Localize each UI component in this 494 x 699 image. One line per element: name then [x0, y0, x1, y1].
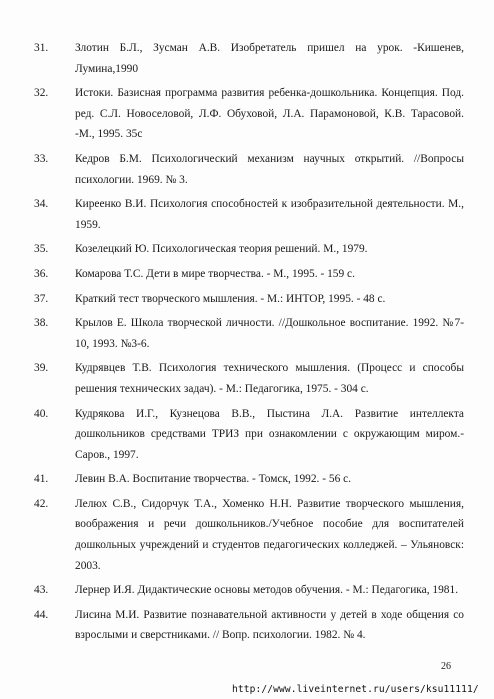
reference-item [34, 239, 464, 260]
reference-text: Комарова Т.С. Дети в мире творчества. - М., 1995. - 159 с. [75, 267, 355, 280]
reference-item [34, 404, 464, 466]
reference-number: 36. [34, 267, 49, 280]
reference-list [34, 38, 464, 650]
reference-text: Лисина М.И. Развитие познавательной активности у детей в ходе общения со взрослыми и сверстниками. // Вопр. психологии. 1982. № 4. [75, 608, 464, 642]
reference-text: Лелюх С.В., Сидорчук Т.А., Хоменко Н.Н. Развитие творческого мышления, воображения и речи дошкольников./Учебное пособие для воспитателей дошкольных учреждений и студентов педагогических колледжей. – Ульяновск: 2003. [75, 497, 464, 572]
source-watermark: http://www.liveinternet.ru/users/ksu11111/ [232, 684, 479, 695]
reference-item [34, 38, 464, 79]
reference-number: 35. [34, 243, 49, 256]
reference-text: Киреенко В.И. Психология способностей к изобразительной деятельности. М., 1959. [75, 198, 464, 231]
reference-text: Крылов Е. Школа творческой личности. //Дошкольное воспитание. 1992. №7-10, 1993. №3-6. [75, 317, 464, 350]
reference-number: 42. [34, 497, 49, 510]
page-number: 26 [441, 661, 451, 672]
reference-number: 43. [34, 584, 49, 597]
reference-text: Кедров Б.М. Психологический механизм научных открытий. //Вопросы психологии. 1969. № 3. [75, 152, 464, 186]
reference-item [34, 580, 464, 601]
reference-item [34, 264, 464, 285]
reference-text: Злотин Б.Л., Зусман А.В. Изобретатель пришел на урок. -Кишенев, Лумина,1990 [75, 42, 464, 75]
reference-item [34, 605, 464, 646]
reference-text: Левин В.А. Воспитание творчества. - Томск, 1992. - 56 с. [75, 473, 352, 486]
reference-text: Кудрякова И.Г., Кузнецова В.В., Пыстина Л.А. Развитие интеллекта дошкольников средствами ТРИЗ при ознакомлении с окружающим миром.- Саров., 1997. [75, 407, 464, 461]
reference-text: Лернер И.Я. Дидактические основы методов обучения. - М.: Педагогика, 1981. [75, 584, 459, 597]
reference-number: 34. [34, 198, 49, 211]
reference-item [34, 313, 464, 354]
reference-text: Краткий тест творческого мышления. - М.: ИНТОР, 1995. - 48 с. [75, 292, 386, 305]
reference-number: 31. [34, 42, 49, 54]
reference-number: 32. [34, 87, 49, 100]
reference-text: Истоки. Базисная программа развития ребенка-дошкольника. Концепция. Под. ред. С.Л. Новоселовой, Л.Ф. Обуховой, Л.А. Парамоновой, К.В. Тарасовой. -М., 1995. 35с [75, 87, 464, 141]
reference-number: 38. [34, 317, 49, 330]
reference-item [34, 469, 464, 490]
reference-number: 44. [34, 608, 49, 621]
reference-item [34, 83, 464, 145]
reference-item [34, 149, 464, 190]
reference-item [34, 494, 464, 576]
reference-number: 41. [34, 473, 49, 486]
reference-item [34, 358, 464, 399]
reference-number: 33. [34, 152, 49, 165]
reference-number: 40. [34, 407, 49, 420]
reference-number: 37. [34, 292, 49, 305]
reference-text: Козелецкий Ю. Психологическая теория решений. М., 1979. [75, 243, 368, 256]
reference-item [34, 194, 464, 235]
reference-number: 39. [34, 362, 49, 375]
reference-text: Кудрявцев Т.В. Психология технического мышления. (Процесс и способы решения технических задач). - М.: Педагогика, 1975. - 304 с. [75, 362, 464, 395]
reference-item [34, 289, 464, 310]
